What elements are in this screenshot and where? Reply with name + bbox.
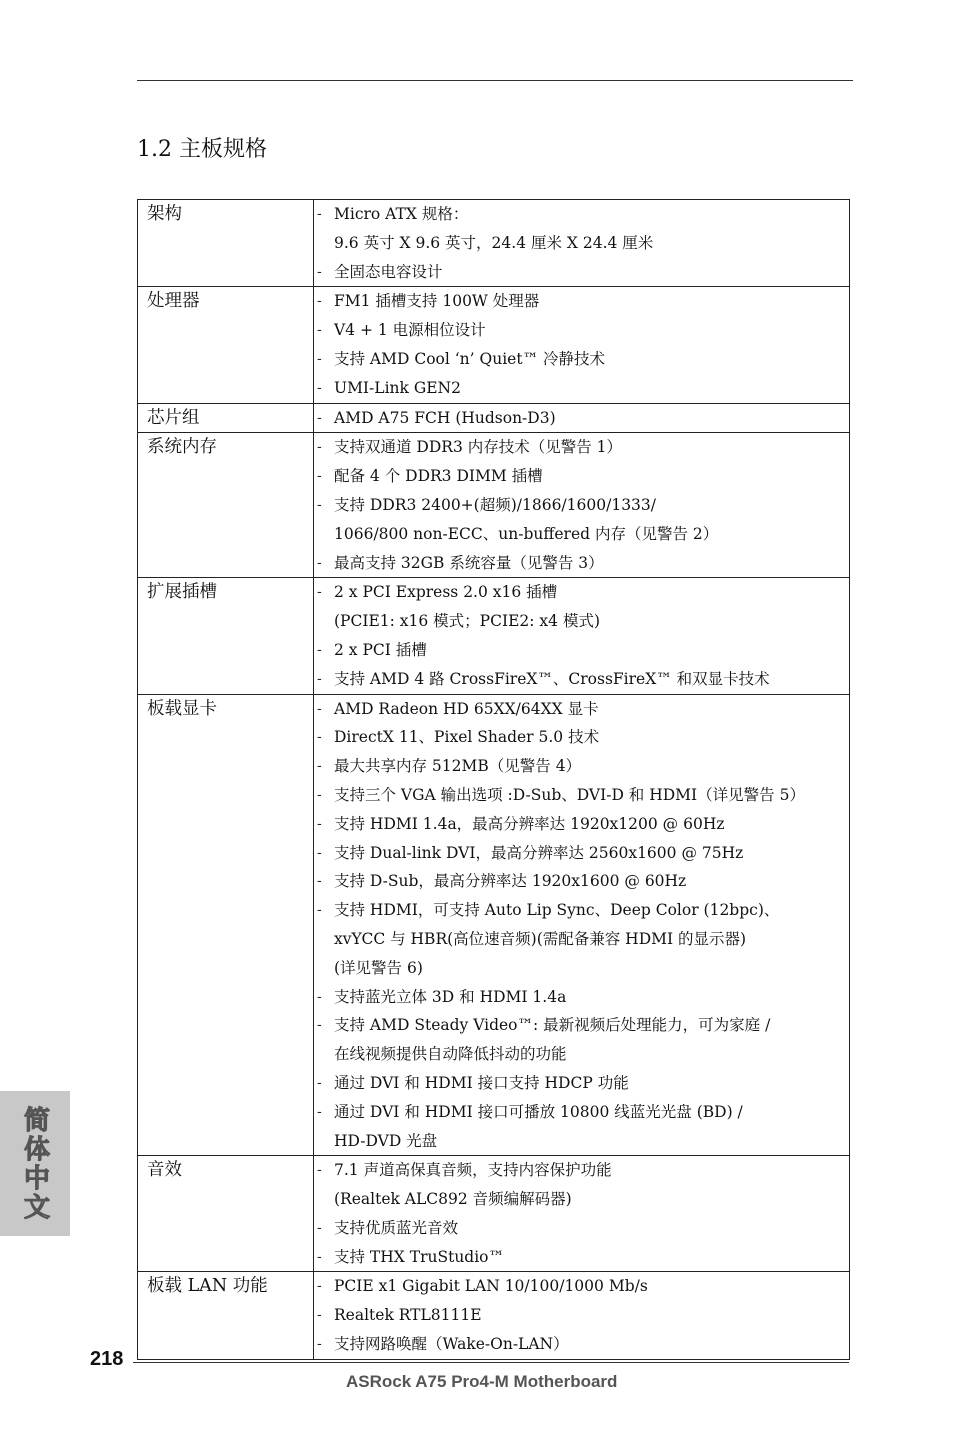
spec-line — [314, 839, 849, 868]
dash-bullet-icon: - — [317, 1103, 322, 1120]
dash-bullet-icon: - — [317, 263, 322, 280]
dash-bullet-icon: - — [317, 988, 322, 1005]
spec-line — [314, 896, 849, 925]
spec-line-text: 最高支持 32GB 系统容量（见警告 3） — [334, 553, 604, 572]
spec-line — [314, 462, 849, 491]
spec-line-text: 支持 HDMI，可支持 Auto Lip Sync、Deep Color (12bpc)、 — [334, 901, 780, 920]
dash-bullet-icon: - — [317, 409, 322, 426]
spec-details — [314, 433, 850, 578]
spec-line — [314, 1272, 849, 1301]
footer-product-name: ASRock A75 Pro4-M Motherboard — [346, 1372, 618, 1391]
spec-line — [314, 258, 849, 287]
spec-line — [314, 549, 849, 578]
spec-line-text: xvYCC 与 HBR(高位速音频)(需配备兼容 HDMI 的显示器) — [334, 929, 747, 948]
spec-line-text: 最大共享内存 512MB（见警告 4） — [334, 757, 582, 776]
dash-bullet-icon: - — [317, 1017, 322, 1034]
spec-line — [314, 1301, 849, 1330]
spec-line — [314, 287, 849, 316]
spec-line-text: 1066/800 non-ECC、un-buffered 内存（见警告 2） — [334, 524, 719, 543]
spec-line — [314, 433, 849, 462]
dash-bullet-icon: - — [317, 1248, 322, 1265]
spec-line — [314, 636, 849, 665]
dash-bullet-icon: - — [317, 379, 322, 396]
spec-line-text: 2 x PCI Express 2.0 x16 插槽 — [334, 583, 558, 602]
spec-line-text: 在线视频提供自动降低抖动的功能 — [334, 1045, 567, 1064]
spec-line — [314, 1098, 849, 1127]
spec-row — [138, 200, 850, 287]
spec-line-text: HD-DVD 光盘 — [334, 1131, 438, 1150]
spec-line-text: 支持网路唤醒（Wake-On-LAN） — [334, 1335, 569, 1354]
spec-details — [314, 200, 850, 287]
spec-line — [314, 1040, 849, 1069]
spec-row — [138, 694, 850, 1156]
dash-bullet-icon: - — [317, 350, 322, 367]
spec-line-text: DirectX 11、Pixel Shader 5.0 技术 — [334, 728, 600, 747]
language-side-tab — [0, 1091, 70, 1236]
spec-line-text: (PCIE1: x16 模式；PCIE2: x4 模式) — [334, 612, 600, 631]
spec-line-text: PCIE x1 Gigabit LAN 10/100/1000 Mb/s — [334, 1277, 648, 1296]
dash-bullet-icon: - — [317, 439, 322, 456]
spec-details — [314, 1272, 850, 1359]
spec-line-text: FM1 插槽支持 100W 处理器 — [334, 292, 540, 311]
spec-line — [314, 200, 849, 229]
dash-bullet-icon: - — [317, 1307, 322, 1324]
dash-bullet-icon: - — [317, 468, 322, 485]
spec-details — [314, 1156, 850, 1272]
section-title: 1.2 主板规格 — [137, 137, 267, 162]
spec-line — [314, 1330, 849, 1359]
spec-line — [314, 1185, 849, 1214]
spec-line-text: 支持双通道 DDR3 内存技术（见警告 1） — [334, 438, 623, 457]
spec-line-text: 支持 Dual-link DVI，最高分辨率达 2560x1600 @ 75Hz — [334, 843, 744, 862]
spec-line — [314, 867, 849, 896]
spec-line — [314, 316, 849, 345]
spec-line — [314, 723, 849, 752]
spec-line — [314, 925, 849, 954]
dash-bullet-icon: - — [317, 1074, 322, 1091]
dash-bullet-icon: - — [317, 584, 322, 601]
spec-line — [314, 520, 849, 549]
spec-line — [314, 491, 849, 520]
spec-row — [138, 403, 850, 433]
spec-row — [138, 578, 850, 694]
spec-line-text: 通过 DVI 和 HDMI 接口可播放 10800 线蓝光光盘 (BD) / — [334, 1102, 743, 1121]
spec-line — [314, 983, 849, 1012]
dash-bullet-icon: - — [317, 902, 322, 919]
spec-details — [314, 403, 850, 433]
spec-line-text: 支持优质蓝光音效 — [334, 1218, 459, 1237]
spec-category: 架构 — [138, 200, 314, 287]
spec-category: 扩展插槽 — [138, 578, 314, 694]
spec-line-text: 2 x PCI 插槽 — [334, 640, 427, 659]
spec-line — [314, 954, 849, 983]
spec-line-text: 支持 THX TruStudio™ — [334, 1247, 505, 1266]
spec-line-text: Realtek RTL8111E — [334, 1306, 482, 1325]
spec-line — [314, 229, 849, 258]
dash-bullet-icon: - — [317, 322, 322, 339]
spec-line-text: 支持 AMD 4 路 CrossFireX™、CrossFireX™ 和双显卡技术 — [334, 669, 770, 688]
spec-line — [314, 1127, 849, 1156]
dash-bullet-icon: - — [317, 293, 322, 310]
spec-line — [314, 695, 849, 724]
top-rule — [137, 80, 853, 81]
dash-bullet-icon: - — [317, 1278, 322, 1295]
spec-line-text: Micro ATX 规格： — [334, 205, 469, 223]
spec-line — [314, 1214, 849, 1243]
dash-bullet-icon: - — [317, 729, 322, 746]
spec-line-text: 9.6 英寸 X 9.6 英寸，24.4 厘米 X 24.4 厘米 — [334, 233, 654, 252]
spec-details — [314, 287, 850, 403]
spec-line — [314, 374, 849, 403]
spec-line-text: AMD A75 FCH (Hudson-D3) — [334, 408, 556, 427]
spec-details — [314, 578, 850, 694]
dash-bullet-icon: - — [317, 758, 322, 775]
spec-line — [314, 607, 849, 636]
spec-category: 板载 LAN 功能 — [138, 1272, 314, 1359]
spec-line — [314, 665, 849, 694]
spec-line — [314, 1156, 849, 1185]
spec-line — [314, 1243, 849, 1272]
bottom-rule — [133, 1362, 849, 1363]
spec-row — [138, 287, 850, 403]
spec-line-text: (详见警告 6) — [334, 958, 423, 977]
spec-line — [314, 345, 849, 374]
language-side-tab-label: 简体中文 — [19, 1105, 50, 1222]
spec-details — [314, 694, 850, 1156]
page-number: 218 — [90, 1348, 124, 1370]
dash-bullet-icon: - — [317, 700, 322, 717]
spec-line-text: 支持蓝光立体 3D 和 HDMI 1.4a — [334, 987, 567, 1006]
dash-bullet-icon: - — [317, 670, 322, 687]
spec-row — [138, 1156, 850, 1272]
spec-line — [314, 781, 849, 810]
spec-line-text: AMD Radeon HD 65XX/64XX 显卡 — [334, 699, 599, 718]
dash-bullet-icon: - — [317, 1162, 322, 1179]
dash-bullet-icon: - — [317, 815, 322, 832]
dash-bullet-icon: - — [317, 1336, 322, 1353]
dash-bullet-icon: - — [317, 1219, 322, 1236]
spec-row — [138, 433, 850, 578]
spec-line-text: V4 + 1 电源相位设计 — [334, 321, 486, 340]
dash-bullet-icon: - — [317, 496, 322, 513]
spec-line-text: 支持 AMD Cool ‘n’ Quiet™ 冷静技术 — [334, 349, 605, 368]
spec-line-text: UMI-Link GEN2 — [334, 378, 461, 397]
spec-category: 音效 — [138, 1156, 314, 1272]
spec-line — [314, 810, 849, 839]
spec-line-text: 通过 DVI 和 HDMI 接口支持 HDCP 功能 — [334, 1073, 629, 1092]
spec-line — [314, 578, 849, 607]
spec-category: 处理器 — [138, 287, 314, 403]
dash-bullet-icon: - — [317, 206, 322, 222]
spec-line — [314, 1069, 849, 1098]
spec-line-text: 支持 HDMI 1.4a，最高分辨率达 1920x1200 @ 60Hz — [334, 814, 725, 833]
spec-category: 系统内存 — [138, 433, 314, 578]
spec-line-text: 全固态电容设计 — [334, 262, 443, 281]
dash-bullet-icon: - — [317, 786, 322, 803]
spec-line — [314, 1011, 849, 1040]
spec-line-text: 7.1 声道高保真音频，支持内容保护功能 — [334, 1161, 612, 1180]
spec-category: 板载显卡 — [138, 694, 314, 1156]
spec-line-text: (Realtek ALC892 音频编解码器) — [334, 1190, 572, 1209]
dash-bullet-icon: - — [317, 844, 322, 861]
dash-bullet-icon: - — [317, 641, 322, 658]
spec-line-text: 配备 4 个 DDR3 DIMM 插槽 — [334, 467, 543, 486]
spec-row — [138, 1272, 850, 1359]
spec-line-text: 支持 DDR3 2400+(超频)/1866/1600/1333/ — [334, 495, 656, 514]
spec-line — [314, 404, 849, 433]
spec-category: 芯片组 — [138, 403, 314, 433]
spec-table — [137, 199, 850, 1360]
dash-bullet-icon: - — [317, 554, 322, 571]
spec-line — [314, 752, 849, 781]
dash-bullet-icon: - — [317, 873, 322, 890]
spec-line-text: 支持 D-Sub，最高分辨率达 1920x1600 @ 60Hz — [334, 872, 687, 891]
spec-line-text: 支持三个 VGA 输出选项 :D-Sub、DVI-D 和 HDMI（详见警告 5） — [334, 785, 805, 804]
spec-line-text: 支持 AMD Steady Video™: 最新视频后处理能力，可为家庭 / — [334, 1016, 771, 1035]
spec-table-body — [138, 200, 850, 1360]
